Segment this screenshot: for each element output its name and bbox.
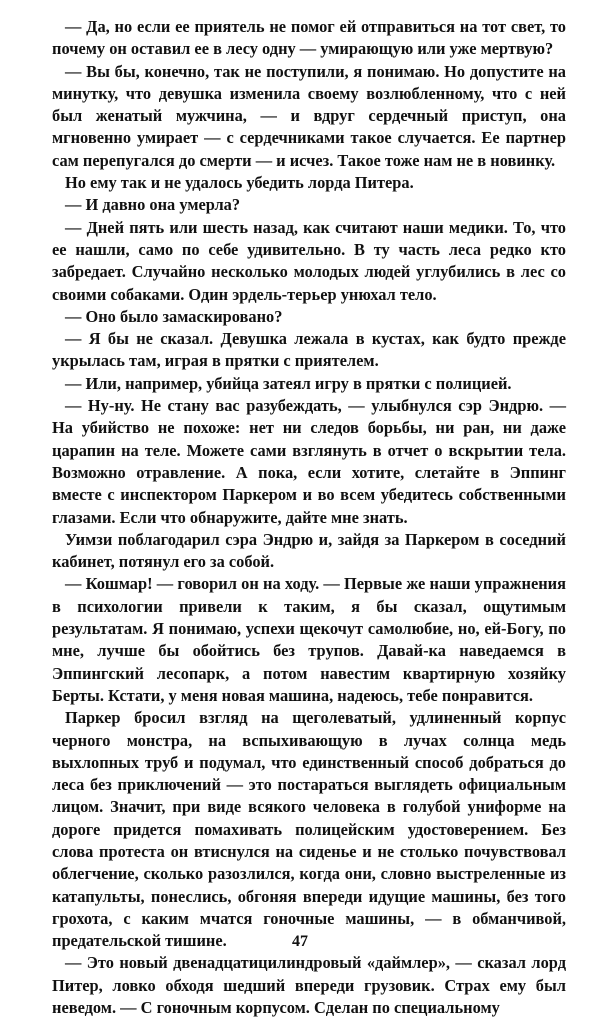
page-number: 47	[292, 933, 308, 950]
paragraph: — И давно она умерла?	[65, 195, 241, 215]
paragraph: — Или, например, убийца затеял игру в прятки с полицией.	[65, 373, 512, 393]
paragraph: — Это новый двенадцатицилиндровый «даймлер», — сказал лорд Питер, ловко обходя шедший впереди грузовик. Страх ему был неведом. — С гоночным корпусом. Сделан по специальному	[52, 953, 566, 1018]
paragraph: Но ему так и не удалось убедить лорда Питера.	[65, 173, 414, 193]
paragraph: — Оно было замаскировано?	[65, 306, 283, 326]
paragraph: — Ну-ну. Не стану вас разубеждать, — улыбнулся сэр Эндрю. — На убийство не похоже: нет ни следов борьбы, ни ран, ни даже царапин на теле. Можете сами взглянуть в отчет о вскрытии тела. Возможно отравление. А пока, если хотите, слетайте в Эппинг вместе с инспектором Паркером и во всем убедитесь собственными глазами. Если что обнаружите, дайте мне знать.	[52, 396, 566, 527]
paragraph: Уимзи поблагодарил сэра Эндрю и, зайдя за Паркером в соседний кабинет, потянул его за собой.	[52, 529, 566, 572]
page-text	[52, 16, 566, 1019]
paragraph: — Да, но если ее приятель не помог ей отправиться на тот свет, то почему он оставил ее в лесу одну — умирающую или уже мертвую?	[52, 17, 566, 59]
paragraph: — Дней пять или шесть назад, как считают наши медики. То, что ее нашли, само по себе удивительно. В ту часть леса редко кто забредает. Случайно несколько молодых людей углубились в лес со своими собаками. Один эрдель-терьер унюхал тело.	[52, 217, 566, 304]
paragraph: Паркер бросил взгляд на щеголеватый, удлиненный корпус черного монстра, на вспыхивающую в лучах солнца медь выхлопных труб и подумал, что единственный способ добраться до леса без приключений — это постараться выглядеть официальным лицом. Значит, при виде всякого человека в голубой униформе на дороге придется помахивать полицейским удостоверением. Без слова протеста он втиснулся на сиденье и не столько почувствовал облегчение, сколько разозлился, когда они, словно выстреленные из катапульты, понеслись, обгоняя впереди идущие машины, без того грохота, с каким мчатся гоночные машины, — в обманчивой, предательской тишине.	[52, 708, 566, 951]
paragraph: — Я бы не сказал. Девушка лежала в кустах, как будто прежде укрылась там, играя в прятки с приятелем.	[52, 329, 566, 371]
paragraph: — Вы бы, конечно, так не поступили, я понимаю. Но допустите на минутку, что девушка изменила своему возлюбленному, что с ней был женатый мужчина, — и вдруг сердечный приступ, она мгновенно умирает — с сердечниками такое случается. Ее партнер сам перепугался до смерти — и исчез. Такое тоже нам не в новинку.	[52, 61, 566, 170]
paragraph: — Кошмар! — говорил он на ходу. — Первые же наши упражнения в психологии привели к таким, я бы сказал, ощутимым результатам. Я понимаю, успехи щекочут самолюбие, но, ей-Богу, по мне, лучше бы обойтись без трупов. Давай-ка наведаемся в Эппингский лесопарк, а потом навестим квартирную хозяйку Берты. Кстати, у меня новая машина, надеюсь, тебе понравится.	[52, 574, 566, 705]
